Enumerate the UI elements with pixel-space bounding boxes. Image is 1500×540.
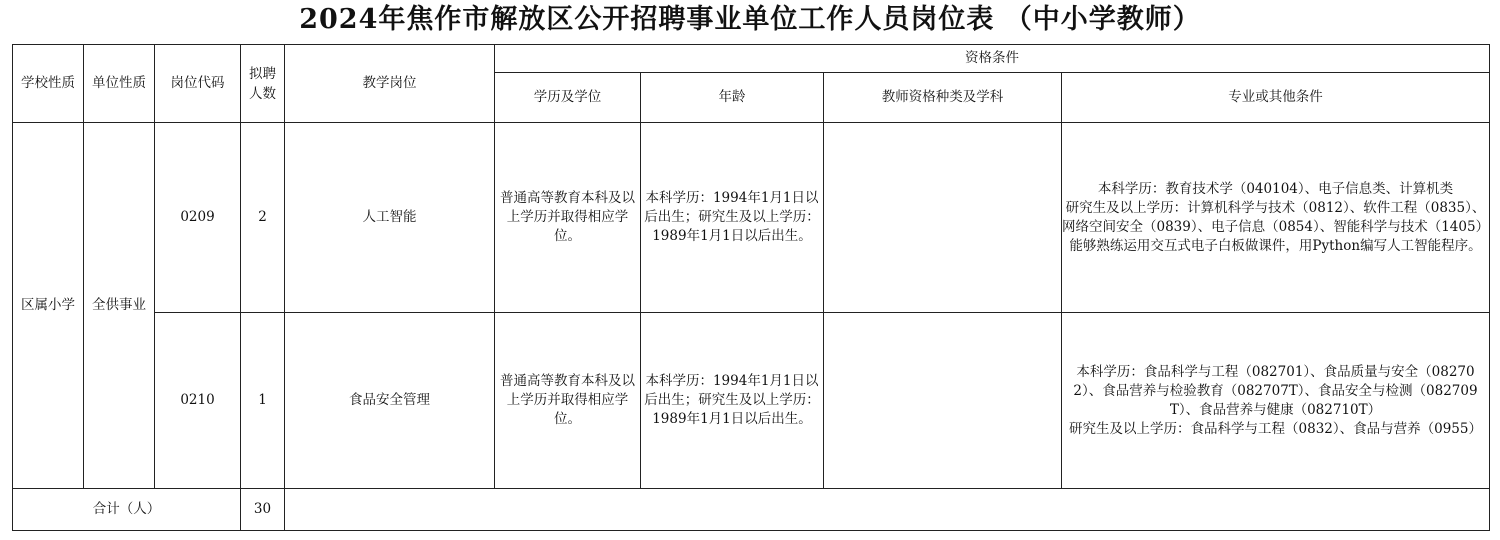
- header-unit-type: 单位性质: [84, 45, 155, 123]
- page-title: 2024年焦作市解放区公开招聘事业单位工作人员岗位表 （中小学教师）: [299, 4, 1201, 35]
- total-value: 30: [241, 489, 285, 531]
- header-education: 学历及学位: [495, 73, 641, 123]
- post-code-cell: 0209: [155, 123, 241, 313]
- total-row: [13, 489, 1490, 531]
- major-other-cell: [1062, 123, 1490, 313]
- teaching-post-cell: 食品安全管理: [285, 313, 495, 489]
- education-cell: 普通高等教育本科及以上学历并取得相应学位。: [495, 313, 641, 489]
- table-row: [13, 123, 1490, 313]
- major-line: 本科学历：食品科学与工程（082701）、食品质量与安全（082702）、食品营养与检验教育（082707T）、食品安全与检测（082709T）、食品营养与健康（082710T）: [1073, 363, 1478, 418]
- post-code-cell: 0210: [155, 313, 241, 489]
- header-planned-count: 拟聘人数: [241, 45, 285, 123]
- age-cell: 本科学历：1994年1月1日以后出生；研究生及以上学历：1989年1月1日以后出生。: [641, 313, 824, 489]
- major-line: 本科学历：教育技术学（040104）、电子信息类、计算机类: [1097, 180, 1454, 197]
- unit-type-cell: 全供事业: [84, 123, 155, 489]
- teaching-post-cell: 人工智能: [285, 123, 495, 313]
- header-age: 年龄: [641, 73, 824, 123]
- major-other-cell: [1062, 313, 1490, 489]
- planned-count-cell: 1: [241, 313, 285, 489]
- total-empty-cell: [285, 489, 1490, 531]
- major-line: 研究生及以上学历：食品科学与工程（0832）、食品与营养（0955）: [1069, 420, 1482, 437]
- major-line: 能够熟练运用交互式电子白板做课件，用Python编写人工智能程序。: [1069, 237, 1482, 254]
- header-school-type: 学校性质: [13, 45, 84, 123]
- header-teaching-post: 教学岗位: [285, 45, 495, 123]
- planned-count-cell: 2: [241, 123, 285, 313]
- table-row: [13, 313, 1490, 489]
- header-teacher-cert: 教师资格种类及学科: [824, 73, 1062, 123]
- header-qualification-group: 资格条件: [495, 45, 1490, 73]
- teacher-cert-cell: [824, 123, 1062, 313]
- teacher-cert-cell: [824, 313, 1062, 489]
- age-cell: 本科学历：1994年1月1日以后出生；研究生及以上学历：1989年1月1日以后出生。: [641, 123, 824, 313]
- total-label: 合计（人）: [13, 489, 241, 531]
- school-type-cell: 区属小学: [13, 123, 84, 489]
- header-post-code: 岗位代码: [155, 45, 241, 123]
- header-major-other: 专业或其他条件: [1062, 73, 1490, 123]
- job-positions-table: [12, 44, 1490, 531]
- education-cell: 普通高等教育本科及以上学历并取得相应学位。: [495, 123, 641, 313]
- major-line: 研究生及以上学历：计算机科学与技术（0812）、软件工程（0835）、网络空间安全（0839）、电子信息（0854）、智能科学与技术（1405）: [1062, 199, 1490, 235]
